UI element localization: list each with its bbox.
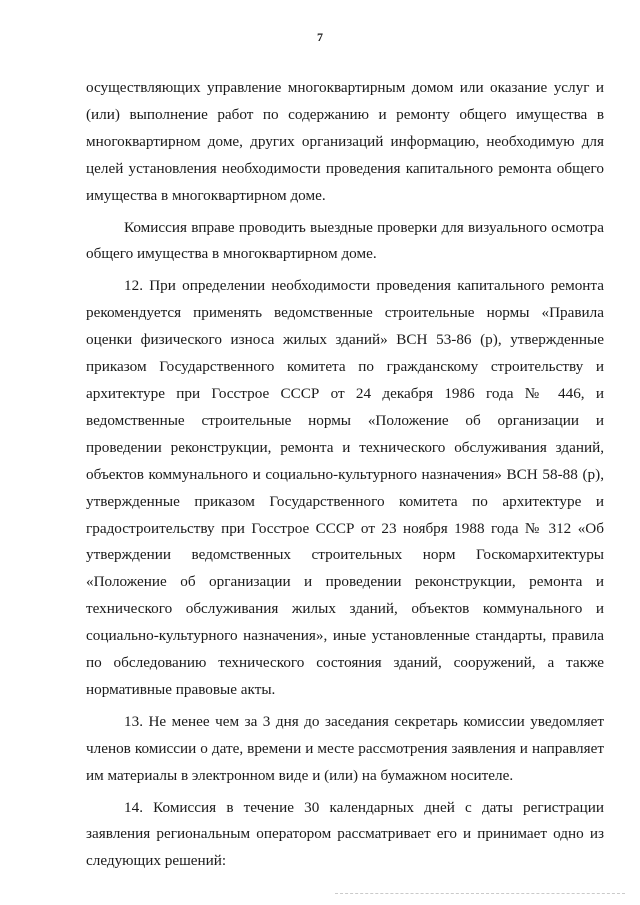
paragraph-item-12: 12. При определении необходимости проведения капитального ремонта рекомендуется применять ведомственные строительные нормы «Правила оценки физического износа жилых зданий» ВСН 53-86 (р), утвержденные приказом Государственного комитета по гражданскому строительству и архитектуре при Госстрое СССР от 24 декабря 1986 года № 446, и ведомственные строительные нормы «Положение об организации и проведении реконструкции, ремонта и технического обслуживания зданий, объектов коммунального и социально-культурного назначения» ВСН 58-88 (р), утвержденные приказом Государственного комитета по архитектуре и градостроительству при Госстрое СССР от 23 ноября 1988 года № 312 «Об утверждении ведомственных строительных норм Госкомархитектуры «Положение об организации и проведении реконструкции, ремонта и технического обслуживания жилых зданий, объектов коммунального и социально-культурного назначения», иные установленные стандарты, правила по обследованию технического состояния зданий, сооружений, а также нормативные правовые акты. xyxy=(86,277,604,698)
paragraph-item-13: 13. Не менее чем за 3 дня до заседания секретарь комиссии уведомляет членов комиссии о дате, времени и месте рассмотрения заявления и направляет им материалы в электронном виде и (или) на бумажном носителе. xyxy=(86,712,604,784)
paragraph-item-14: 14. Комиссия в течение 30 календарных дней с даты регистрации заявления региональным оператором рассматривает его и принимает одно из следующих решений: xyxy=(86,798,604,870)
document-body xyxy=(86,75,604,880)
page-number: 7 xyxy=(317,30,323,44)
paragraph-continuation: осуществляющих управление многоквартирным домом или оказание услуг и (или) выполнение работ по содержанию и ремонту общего имущества в многоквартирном доме, других организаций информацию, необходимую для целей установления необходимости проведения капитального ремонта общего имущества в многоквартирном доме. xyxy=(86,79,604,204)
paragraph-commission-inspections: Комиссия вправе проводить выездные проверки для визуального осмотра общего имущества в многоквартирном доме. xyxy=(86,218,604,263)
scan-footer-marks xyxy=(335,893,625,898)
